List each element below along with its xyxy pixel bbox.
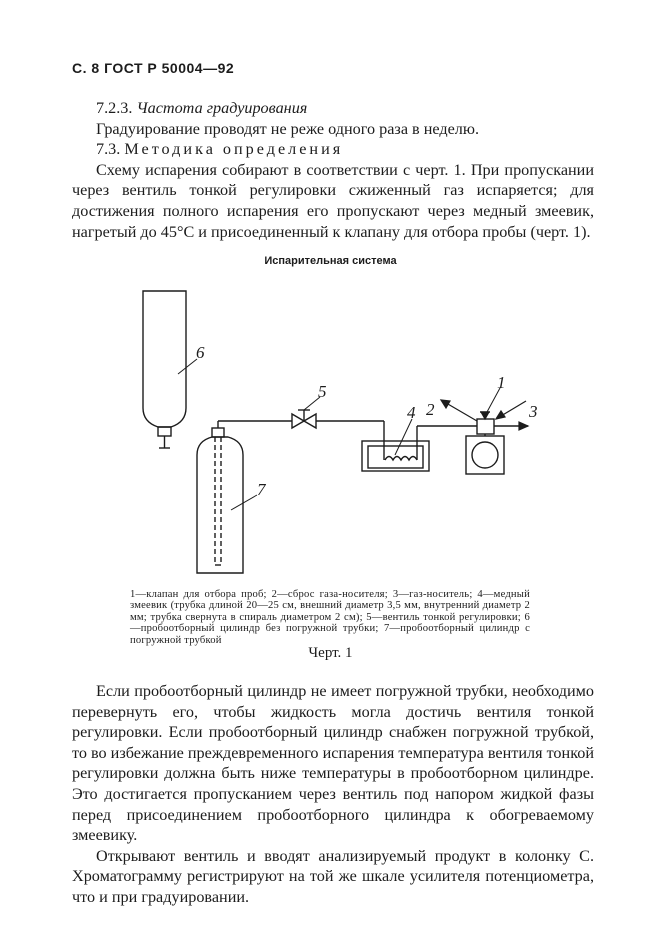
page-header: С. 8 ГОСТ Р 50004—92 bbox=[72, 60, 235, 76]
diagram-label-1: 1 bbox=[497, 373, 506, 392]
cylinder-6 bbox=[143, 291, 186, 427]
section-7-3-text: Схему испарения собирают в соответствии с черт. 1. При пропускании через вентиль тонкой регулировки сжиженный газ испаряется; для достижения полного испарения его пропускают через медный змеевик, нагретый до 45°С и присоединенный к клапану для отбора пробы (черт. 1). bbox=[72, 160, 594, 241]
cylinder-6-valve bbox=[158, 427, 171, 436]
figure-legend: 1—клапан для отбора проб; 2—сброс газа-носителя; 3—газ-носитель; 4—медный змеевик (трубка длиной 20—25 см, внешний диаметр 3,5 мм, внутренний диаметр 2 мм; трубка свернута в спираль диаметром 2 см); 5—вентиль тонкой регулировки; 6—пробоотборный цилиндр без погружной трубки; 7—пробоотборный цилиндр с погружной трубкой bbox=[130, 589, 530, 646]
section-7-2-3-text: Градуирование проводят не реже одного раза в неделю. bbox=[96, 119, 480, 138]
figure-caption: Черт. 1 bbox=[308, 645, 353, 661]
section-title: Частота градуирования bbox=[136, 99, 308, 117]
section-number: 7.3. bbox=[96, 140, 121, 159]
section-number: 7.2.3. bbox=[96, 99, 133, 117]
section-title: Методика определения bbox=[124, 140, 344, 159]
body-paragraph: Если пробоотборный цилиндр не имеет погружной трубки, необходимо перевернуть его, чтобы жидкость могла достичь вентиля тонкой регулировки. Если пробоотборный цилиндр снабжен погружной трубкой, то во избежание преждевременного испарения температура вентиля тонкой регулировки должна быть ниже температуры в пробоотборном цилиндре. Это достигается пропусканием через вентиль под напором жидкой фазы перед присоединением пробоотборного цилиндра к обогреваемому змеевику. bbox=[72, 682, 594, 845]
body-paragraph: Открывают вентиль и вводят анализируемый продукт в колонку С. Хроматограмму регистрируют на той же шкале усилителя потенциометра, что и при градуировании. bbox=[72, 846, 594, 906]
diagram-label-7: 7 bbox=[257, 480, 266, 499]
diagram-label-2: 2 bbox=[426, 400, 435, 419]
diagram-label-6: 6 bbox=[196, 343, 205, 362]
sampling-valve-1 bbox=[477, 419, 494, 434]
figure-title: Испарительная система bbox=[264, 255, 397, 267]
diagram-label-5: 5 bbox=[318, 382, 327, 401]
copper-coil bbox=[385, 457, 417, 461]
diagram-label-4: 4 bbox=[407, 403, 416, 422]
text-block-procedure bbox=[72, 681, 594, 908]
cylinder-7 bbox=[197, 437, 243, 573]
cylinder-7-valve bbox=[212, 428, 224, 437]
diagram-label-3: 3 bbox=[529, 402, 538, 421]
